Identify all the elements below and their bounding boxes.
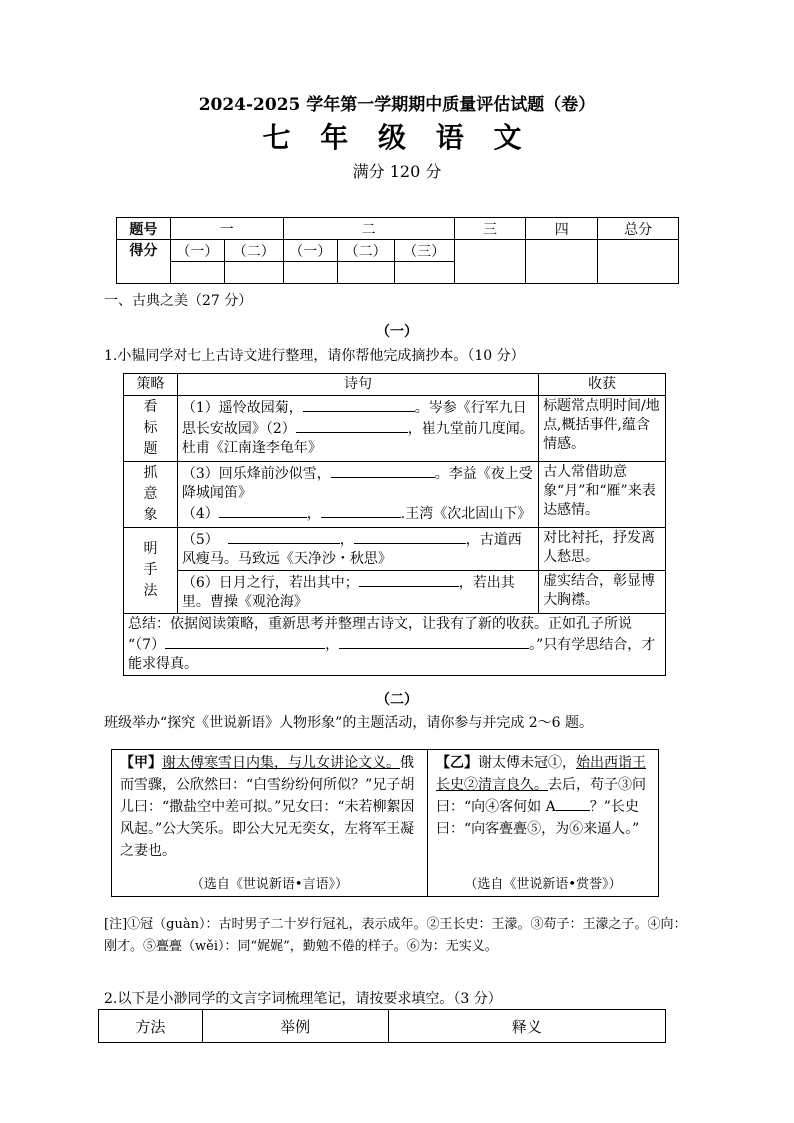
score-cell[interactable]: [337, 262, 394, 284]
strategy-2: 抓意象: [143, 465, 158, 523]
score-sub: （三）: [394, 240, 454, 262]
score-sub: （一）: [170, 240, 224, 262]
poem-text: （4）: [181, 506, 219, 522]
poem-header: 诗句: [177, 374, 538, 396]
passage-text: ？”长史曰：“向客亹亹⑤，为⑥来逼人。”: [436, 799, 640, 837]
summary-text: 。”只有学思结合，才能求得真。: [128, 637, 656, 672]
poem-cell: [177, 528, 538, 571]
gain-cell: 对比衬托，抒发离人愁思。: [539, 528, 666, 571]
activity-intro: 班级举办“探究《世说新语》人物形象”的主题活动，请你参与并完成 2～6 题。: [104, 715, 594, 731]
part2-heading: （二）: [376, 692, 418, 708]
answer-blank-6[interactable]: [359, 572, 459, 587]
notes-header: 释义: [388, 1010, 666, 1043]
strategy-cell: [124, 528, 178, 614]
passage-text: 去后，苟子③问曰：“向④客何如 A: [436, 777, 646, 815]
passage-source: （选自《世说新语•言语》）: [190, 877, 349, 892]
annotation-notes: [注]①冠（guàn）：古时男子二十岁行冠礼，表示成年。②王长史：王濛。③苟子：王濛之子。④向：刚才。⑤亹亹（wěi）：同“娓娓”，勤勉不倦的样子。⑥为：无实义。: [104, 917, 687, 954]
summary-text: ，: [325, 637, 340, 653]
poem-header: 策略: [124, 374, 178, 396]
poem-text: ，: [306, 506, 321, 522]
passage-label: 【乙】: [436, 755, 478, 771]
poem-text: .王湾《次北固山下》: [400, 506, 532, 522]
poem-text: 。李益《夜上受降城闻笛》: [181, 466, 533, 501]
question-2: 2.以下是小渺同学的文言字词梳理笔记，请按要求填空。（3 分）: [104, 991, 502, 1007]
passage-source: （选自《世说新语•赏誉》）: [464, 877, 622, 892]
score-header: 二: [283, 218, 454, 240]
poem-text: （1）遥怜故园菊，: [181, 400, 303, 416]
full-score: 满分 120 分: [352, 162, 442, 181]
summary-cell: [124, 614, 666, 676]
score-header: 总分: [598, 218, 679, 240]
score-table: [116, 217, 679, 284]
poem-text: ，若出其里。曹操《观沧海》: [181, 575, 515, 610]
answer-blank-3[interactable]: [331, 463, 435, 478]
answer-blank-5a[interactable]: [228, 529, 340, 544]
poem-cell: [177, 571, 538, 614]
strategy-cell: [124, 396, 178, 462]
strategy-cell: [124, 462, 178, 528]
part1-heading: （一）: [376, 324, 418, 340]
section1-title: 一、古典之美（27 分）: [104, 293, 253, 309]
question-1: 1.小韫同学对七上古诗文进行整理，请你帮他完成摘抄本。（10 分）: [104, 348, 525, 364]
notes-header: 举例: [202, 1010, 388, 1043]
gain-cell: 标题常点明时间/地点,概括事件,蕴含情感。: [539, 396, 666, 462]
score-cell[interactable]: [454, 240, 526, 284]
notes-header: 方法: [99, 1010, 203, 1043]
poem-text: （5）: [181, 532, 219, 548]
poem-text: 。岑参《行军九日思长安故园》（2）: [181, 400, 527, 437]
score-cell[interactable]: [224, 262, 283, 284]
exam-title: 2024-2025 学年第一学期期中质量评估试题（卷）: [198, 95, 596, 115]
notes-table: [98, 1009, 666, 1043]
answer-blank-7a[interactable]: [165, 634, 325, 649]
answer-blank-5b[interactable]: [354, 529, 466, 544]
poem-text: ，崔九堂前几度闻。杜甫《江南逢李龟年》: [181, 421, 534, 456]
score-label: 得分: [117, 240, 171, 284]
classical-text-box: [111, 749, 659, 897]
answer-blank-2[interactable]: [296, 418, 408, 433]
strategy-3: 明手法: [143, 541, 158, 599]
poem-text: （3）回乐烽前沙似雪，: [181, 466, 331, 482]
score-header: 题号: [117, 218, 171, 240]
score-cell[interactable]: [283, 262, 337, 284]
score-sub: （一）: [283, 240, 337, 262]
score-header: 三: [454, 218, 526, 240]
score-sub: （二）: [337, 240, 394, 262]
score-header: 一: [170, 218, 283, 240]
summary-text: 总结：依据阅读策略，重新思考并整理古诗文，让我有了新的收获。正如孔子所说 “（7）: [128, 616, 632, 653]
score-cell[interactable]: [170, 262, 224, 284]
score-cell[interactable]: [598, 240, 679, 284]
poem-text: （6）日月之行，若出其中；: [181, 575, 359, 591]
answer-blank-1[interactable]: [303, 397, 415, 412]
poem-text: ，古道西风瘦马。马致远《天净沙・秋思》: [181, 532, 522, 567]
passage-text: 谢太傅未冠①，: [478, 755, 576, 771]
underlined-sentence: 始出西诣王长史②清言良久。: [436, 755, 646, 793]
answer-blank-a[interactable]: [556, 796, 590, 811]
answer-blank-4a[interactable]: [219, 503, 307, 518]
poem-table: [123, 373, 666, 676]
subject-title: 七 年 级 语 文: [262, 121, 532, 154]
score-cell[interactable]: [394, 262, 454, 284]
poem-cell: [177, 462, 538, 528]
gain-cell: 古人常借助意象“月”和“雁”来表达感情。: [539, 462, 666, 528]
poem-header: 收获: [539, 374, 666, 396]
underlined-sentence: 谢太傅寒雪日内集，与儿女讲论文义。: [162, 755, 400, 771]
score-header: 四: [526, 218, 598, 240]
passage-jia: [112, 750, 428, 896]
poem-text: ，: [339, 532, 354, 548]
score-sub: （二）: [224, 240, 283, 262]
answer-blank-7b[interactable]: [339, 634, 529, 649]
passage-text: 俄而雪骤，公欣然曰：“白雪纷纷何所似？”兄子胡儿曰：“撒盐空中差可拟。”兄女曰：“未若柳絮因风起。”公大笑乐。即公大兄无奕女，左将军王凝之妻也。: [120, 755, 415, 859]
gain-cell: 虚实结合，彰显博大胸襟。: [539, 571, 666, 614]
score-cell[interactable]: [526, 240, 598, 284]
poem-cell: [177, 396, 538, 462]
passage-yi: [428, 750, 658, 896]
answer-blank-4b[interactable]: [321, 503, 401, 518]
passage-label: 【甲】: [120, 755, 162, 771]
strategy-1: 看标题: [143, 399, 158, 457]
